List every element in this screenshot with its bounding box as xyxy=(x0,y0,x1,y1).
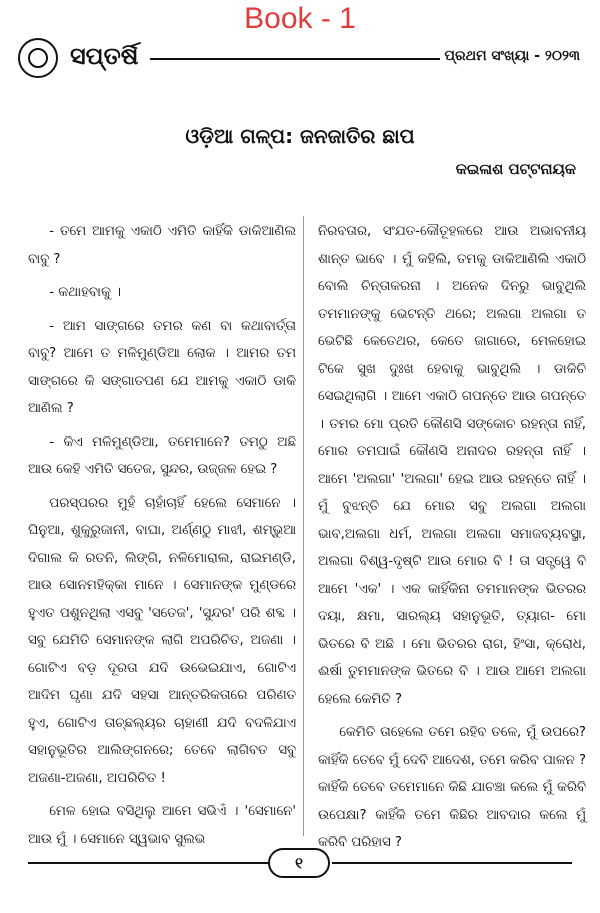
magazine-name: ସପ୍ତର୍ଷି xyxy=(70,42,139,70)
book-label: Book - 1 xyxy=(244,2,356,35)
magazine-header xyxy=(0,36,600,82)
page-number: ୧ xyxy=(268,848,330,878)
right-column xyxy=(318,218,586,857)
paragraph: ନିରବତାର, ସଂଯତ-କୌତୂହଳରେ ଆଉ ଅଭାବନୀୟ ଶାନ୍ତ ଭାବେ । ମୁଁ କହିଲି, ତମକୁ ଡାକିଆଣିଲି ଏକାଠି ବୋଲି ଚିନ୍ତାକରନା । ଅନେକ ଦିନରୁ ଭାବୁଥିଲି ତମମାନଙ୍କୁ ଭେଟନ୍ତି ଥରେ; ଅଲଗା ଅଲଗା ତ ଭେଟିଛି କେତେଥର, କେତେ ଜାଗାରେ, ମେଳହୋଇ ଟିକେ ସୁଖ ଦୁଃଖ ହେବାକୁ ଭାବୁଥିଲି । ଡାକିଚି ସେଇଥିଲାଗି । ଆମେ ଏକାଠି ଗପନ୍ତେ ଆଉ ଗପନ୍ତେ । ତମର ମୋ ପ୍ରତି କୌଣସି ସଙ୍କୋଚ ରହନ୍ତା ନାହିଁ, ମୋର ତମପାଇଁ କୌଣସି ଅନାଦର ରହନ୍ତା ନାହିଁ । ଆମେ 'ଅଲଗା' 'ଅଲଗା' ହେଇ ଆଉ ରହନ୍ତେ ନାହିଁ । ମୁଁ ବୁଝନ୍ତି ଯେ ମୋର ସବୁ ଅଲଗା ଅଲଗା ଭାବ,ଅଲଗା ଧର୍ମ, ଅଲଗା ଅଲଗା ସମାଜବ୍ୟବସ୍ଥା, ଅଲଗା ବିଶ୍ୱ-ଦୃଷ୍ଟି ଆଉ ମୋର ବି ! ତା ସତ୍ତ୍ୱେ ବି ଆମେ 'ଏକ' । ଏକ କାହିଁକିନା ତମମାନଙ୍କ ଭିତରର ଦୟା, କ୍ଷମା, ସାରଲ୍ୟ ସହାନୁଭୂତି, ତ୍ୟାଗ- ମୋ ଭିତରେ ବି ଅଛି । ମୋ ଭିତରର ରାଗ, ହିଂସା, କ୍ରୋଧ, ଈର୍ଷା ତୁମମାନଙ୍କ ଭିତରେ ବି । ଆଉ ଆମେ ଅଲଗା ହେଲେ କେମିତି ? xyxy=(318,224,586,707)
issue-label: ପ୍ରଥମ ସଂଖ୍ୟା - ୨୦୨୩ xyxy=(444,48,580,64)
article-author: କଇଳାଶ ପଟ୍ଟନାୟକ xyxy=(455,160,576,178)
paragraph: କେମିତି ତାହେଲେ ତମେ ରହିବ ତଳେ, ମୁଁ ଉପରେ? କାହିଁକି ତେବେ ମୁଁ ଦେବି ଆଦେଶ, ତମେ କରିବ ପାଳନ ? କାହିଁକି ତେବେ ତମେମାନେ କିଛି ଯାଚଞ୍ଚା କଲେ ମୁଁ କରିବି ଉପେକ୍ଷା? କାହିଁକି ତମେ କିଛିର ଆବଦାର କଲେ ମୁଁ କରିବି ପରିହାସ ? xyxy=(318,725,586,850)
paragraph: ମେଳ ହୋଇ ବସିଥିଲୁ ଆମେ ସଭିଏଁ । 'ସେମାନେ' ଆଉ ମୁଁ । ସେମାନେ ସ୍ୱଭାବ ସୁଲଭ xyxy=(28,804,296,847)
article-title: ଓଡ଼ିଆ ଗଳ୍ପ: ଜନଜାତିର ଛାପ xyxy=(185,124,415,148)
footer-rule-left xyxy=(28,862,268,864)
paragraph: - ତମେ ଆମକୁ ଏକାଠି ଏମିତି କାହିଁକି ଡାକିଆଣିଲ ବାବୁ ? xyxy=(28,224,296,267)
paragraph: - କିଏ ମଳିମୁଣ୍ଡିଆ, ତମେମାନେ? ତମଠୁ ଅଛି ଆଉ କେହି ଏମିତି ସତେଜ, ସୁନ୍ଦର, ଉଜ୍ଜଳ ହେଇ ? xyxy=(28,434,296,477)
footer-rule-right xyxy=(332,862,572,864)
page-footer xyxy=(0,846,600,886)
header-rule xyxy=(150,58,440,60)
paragraph: - ଆମ ସାଙ୍ଗରେ ତମର କଣ ବା କଥାବାର୍ତ୍ତା ବାବୁ? ଆମେ ତ ମଳିମୁଣ୍ଡିଆ ଲୋକ । ଆମର ତମ ସାଙ୍ଗରେ କି ସଙ୍ଗାତପଣ ଯେ ଆମକୁ ଏକାଠି ଡାକି ଆଣିଲ ? xyxy=(28,318,296,416)
column-divider xyxy=(303,216,304,836)
paragraph: - କଥାହବାକୁ । xyxy=(49,285,121,300)
left-column xyxy=(28,218,296,853)
circular-seal-logo-icon xyxy=(18,38,58,78)
paragraph: ପରସ୍ପରର ମୁହଁ ଚାହାଁଚାହିଁ ହେଲେ ସେମାନେ । ଘିନୁଆ, ଶୁକୁରୁଜାନୀ, ବାଘା, ଅର୍ଣ୍ଣଠୁ ମାଝୀ, ଶମ୍ଭୁଆ ଦିଗାଲ କି ରତନି, ଲିଙ୍ଗି, ନଳିମୋରାଲ, ରାଇମଣ୍ଡି, ଆଉ ସୋନମହିକ୍କା ମାନେ । ସେମାନଙ୍କ ମୁଣ୍ଡରେ ହୁଏତ ପଶୁନଥିଲା ଏସବୁ 'ସତେଜ', 'ସୁନ୍ଦର' ପରି ଶବ୍ଦ । ସବୁ ଯେମିତି ସେମାନଙ୍କ ଲାଗି ଅପରିଚିତ, ଅଜଣା । ଗୋଟିଏ ବଡ଼ ଦୂରତା ଯଦି ଉଭେଇଯାଏ, ଗୋଟିଏ ଆଦିମ ଘୃଣା ଯଦି ସହସା ଆନ୍ତରିକତାରେ ପରିଣତ ହୁଏ, ଗୋଟିଏ ତାଚ୍ଛଲ୍ୟର ଚାହାଣୀ ଯଦି ବଦଳିଯାଏ ସହାନୁଭୂତିର ଆଲିଙ୍ଗନରେ; ତେବେ ଲାଗିବତ ସବୁ ଅଜଣା-ଅଜଣା, ଅପରିଚିତ ! xyxy=(28,495,296,786)
